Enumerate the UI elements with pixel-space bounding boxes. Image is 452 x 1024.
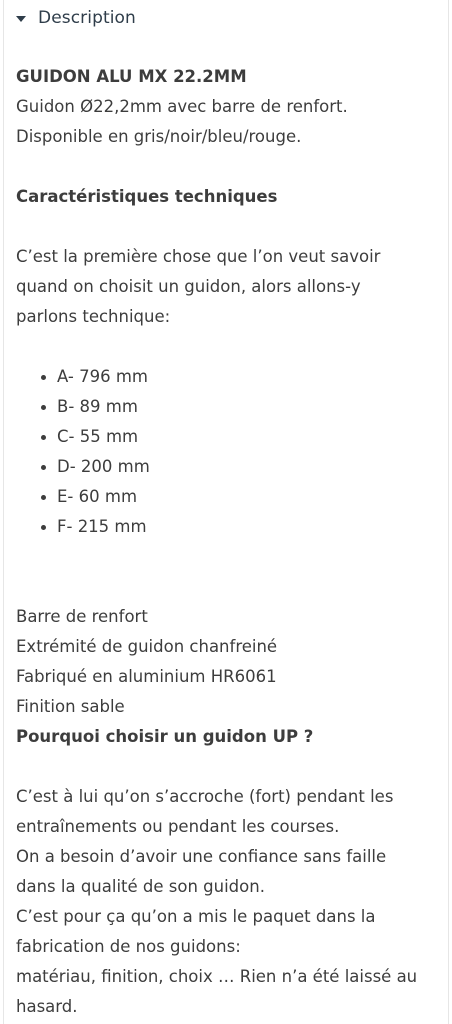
caret-down-icon xyxy=(16,16,26,22)
description-panel xyxy=(3,0,449,1024)
description-accordion-toggle[interactable] xyxy=(16,3,136,33)
tech-intro-line: quand on choisit un guidon, alors allons-y xyxy=(16,277,361,296)
spec-item: C- 55 mm xyxy=(41,422,446,452)
product-subtitle-line: Disponible en gris/noir/bleu/rouge. xyxy=(16,127,302,146)
tech-intro-line: parlons technique: xyxy=(16,307,171,326)
feature-line: Finition sable xyxy=(16,697,125,716)
product-title: GUIDON ALU MX 22.2MM xyxy=(16,67,247,86)
why-line: On a besoin d’avoir une confiance sans faille xyxy=(16,847,387,866)
why-line: C’est à lui qu’on s’accroche (fort) pendant les xyxy=(16,787,394,806)
feature-line: Barre de renfort xyxy=(16,607,148,626)
why-line: fabrication de nos guidons: xyxy=(16,937,241,956)
spec-item: D- 200 mm xyxy=(41,452,446,482)
specs-list xyxy=(16,362,446,542)
spec-item: F- 215 mm xyxy=(41,512,446,542)
feature-line: Fabriqué en aluminium HR6061 xyxy=(16,667,277,686)
spec-item: A- 796 mm xyxy=(41,362,446,392)
feature-line: Extrémité de guidon chanfreiné xyxy=(16,637,278,656)
why-heading: Pourquoi choisir un guidon UP ? xyxy=(16,727,314,746)
why-line: hasard. xyxy=(16,997,78,1016)
why-line: C’est pour ça qu’on a mis le paquet dans la xyxy=(16,907,376,926)
spec-item: B- 89 mm xyxy=(41,392,446,422)
accordion-title: Description xyxy=(38,8,136,28)
tech-intro-line: C’est la première chose que l’on veut savoir xyxy=(16,247,381,266)
description-content xyxy=(16,62,446,1022)
product-subtitle-line: Guidon Ø22,2mm avec barre de renfort. xyxy=(16,97,348,116)
spec-item: E- 60 mm xyxy=(41,482,446,512)
why-line: matériau, finition, choix … Rien n’a été laissé au xyxy=(16,967,418,986)
tech-heading: Caractéristiques techniques xyxy=(16,187,278,206)
why-line: entraînements ou pendant les courses. xyxy=(16,817,340,836)
why-line: dans la qualité de son guidon. xyxy=(16,877,265,896)
